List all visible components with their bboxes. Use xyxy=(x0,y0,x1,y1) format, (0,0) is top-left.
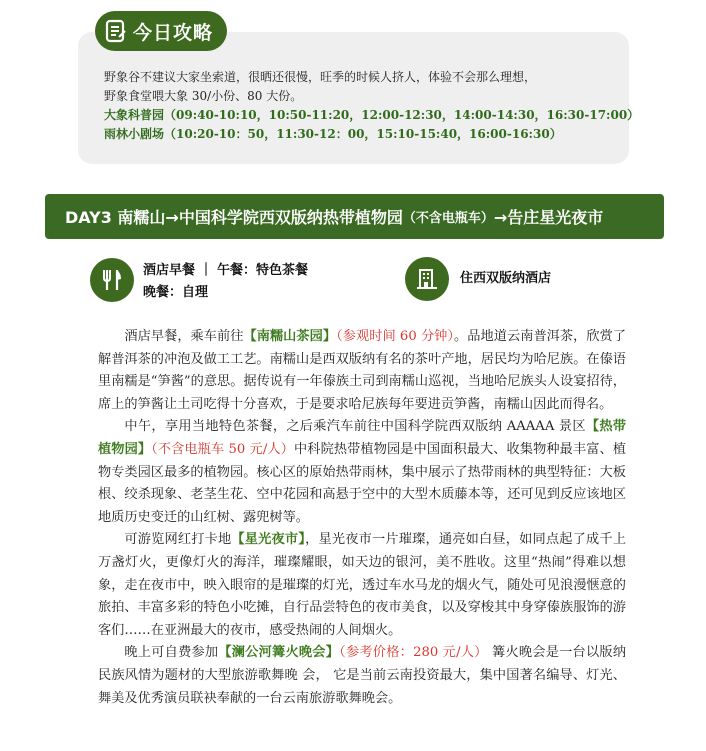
text: 中午，享用当地特色茶餐，之后乘汽车前往中国科学院西双版纳 AAAAA 景区 xyxy=(124,419,586,435)
tips-line: 野象谷不建议大家坐索道，很晒还很慢，旺季的时候人挤人，体验不会那么理想， xyxy=(104,70,537,84)
note-red: （参观时间 60 分钟） xyxy=(336,329,455,344)
text: 中科院热带植物园是中国面积最大、收集物种最丰富、植物专类园区最多的植物园。核心区的原始热带雨林，集中展示了热带雨林的典型特征：大板根、绞杀现象、老茎生花、空中花园和高悬于空中的大型木质藤本等，还可见到反应该地区地质历史变迁的山红树、露兜树等。 xyxy=(98,441,627,525)
day-banner xyxy=(45,194,664,239)
paragraph xyxy=(98,642,626,710)
meal-line: 酒店早餐 ｜ 午餐：特色茶餐 xyxy=(143,263,309,278)
place-tag: 【热带植物园】 xyxy=(98,419,627,457)
paragraph xyxy=(98,529,626,642)
text: 。品地道云南普洱茶，欣赏了解普洱茶的冲泡及做工工艺。南糯山是西双版纳有名的茶叶产地，居民均为哈尼族。在傣语里南糯是“笋酱”的意思。据传说有一年傣族土司到南糯山巡视，当地哈尼族头人设宴招待，席上的笋酱让土司吃得十分喜欢，于是要求哈尼族每年要进贡笋酱，南糯山因此而得名。 xyxy=(98,329,627,412)
tips-schedule-line: 大象科普园（09:40-10:10，10:50-11:20，12:00-12:30，14:00-14:30，16:30-17:00） xyxy=(104,108,640,122)
text: ，星光夜市一片璀璨，通亮如白昼，如同点起了成千上万盏灯火，更像灯火的海洋，璀璨耀眼，如天边的银河，美不胜收。这里“热闹”得难以想象，走在夜市中，映入眼帘的是璀璨的灯光，透过车水马龙的烟火气，随处可见浪漫惬意的旅拍、丰富多彩的特色小吃摊，自行品尝特色的夜市美食，以及穿梭其中身穿傣族服饰的游客们……在亚洲最大的夜市，感受热闹的人间烟火。 xyxy=(98,532,627,638)
text: 篝火晚会是一台以版纳民族风情为题材的大型旅游歌舞晚 会， 它是当前云南投资最大，集中国著名编导、灯光、舞美及优秀演员联袂奉献的一台云南旅游歌舞晚会。 xyxy=(98,645,627,706)
meal-info xyxy=(143,260,308,304)
tips-title: 今日攻略 xyxy=(133,21,214,44)
fork-knife-icon xyxy=(90,258,134,302)
tips-schedule-line: 雨林小剧场（10:20-10：50，11:30-12：00，15:10-15:40，16:00-16:30） xyxy=(104,127,562,141)
day-title-note: （不含电瓶车） xyxy=(402,211,494,226)
day-title-end: →告庄星光夜市 xyxy=(493,208,604,227)
place-tag: 【南糯山茶园】 xyxy=(243,329,337,344)
text: 可游览网红打卡地 xyxy=(124,532,232,548)
note-red: （不含电瓶车 50 元/人） xyxy=(151,441,294,457)
tips-line: 野象食堂喂大象 30/小份、80 大份。 xyxy=(104,89,303,103)
tips-tag xyxy=(95,11,227,51)
meal-line: 晚餐：自理 xyxy=(143,285,209,300)
text: 晚上可自费参加 xyxy=(124,645,219,661)
paragraph xyxy=(98,326,626,416)
place-tag: 【星光夜市】 xyxy=(231,532,306,548)
hotel-building-icon xyxy=(405,257,449,301)
day-title: DAY3 南糯山→中国科学院西双版纳热带植物园 xyxy=(65,208,403,227)
text: 酒店早餐，乘车前往 xyxy=(124,329,244,344)
note-red: （参考价格：280 元/人） xyxy=(339,645,488,661)
place-tag: 【澜公河篝火晚会】 xyxy=(218,645,340,661)
notebook-icon xyxy=(105,19,127,43)
itinerary-body xyxy=(98,326,626,710)
hotel-info: 住西双版纳酒店 xyxy=(460,271,552,286)
paragraph xyxy=(98,416,626,529)
tips-content xyxy=(104,68,640,144)
